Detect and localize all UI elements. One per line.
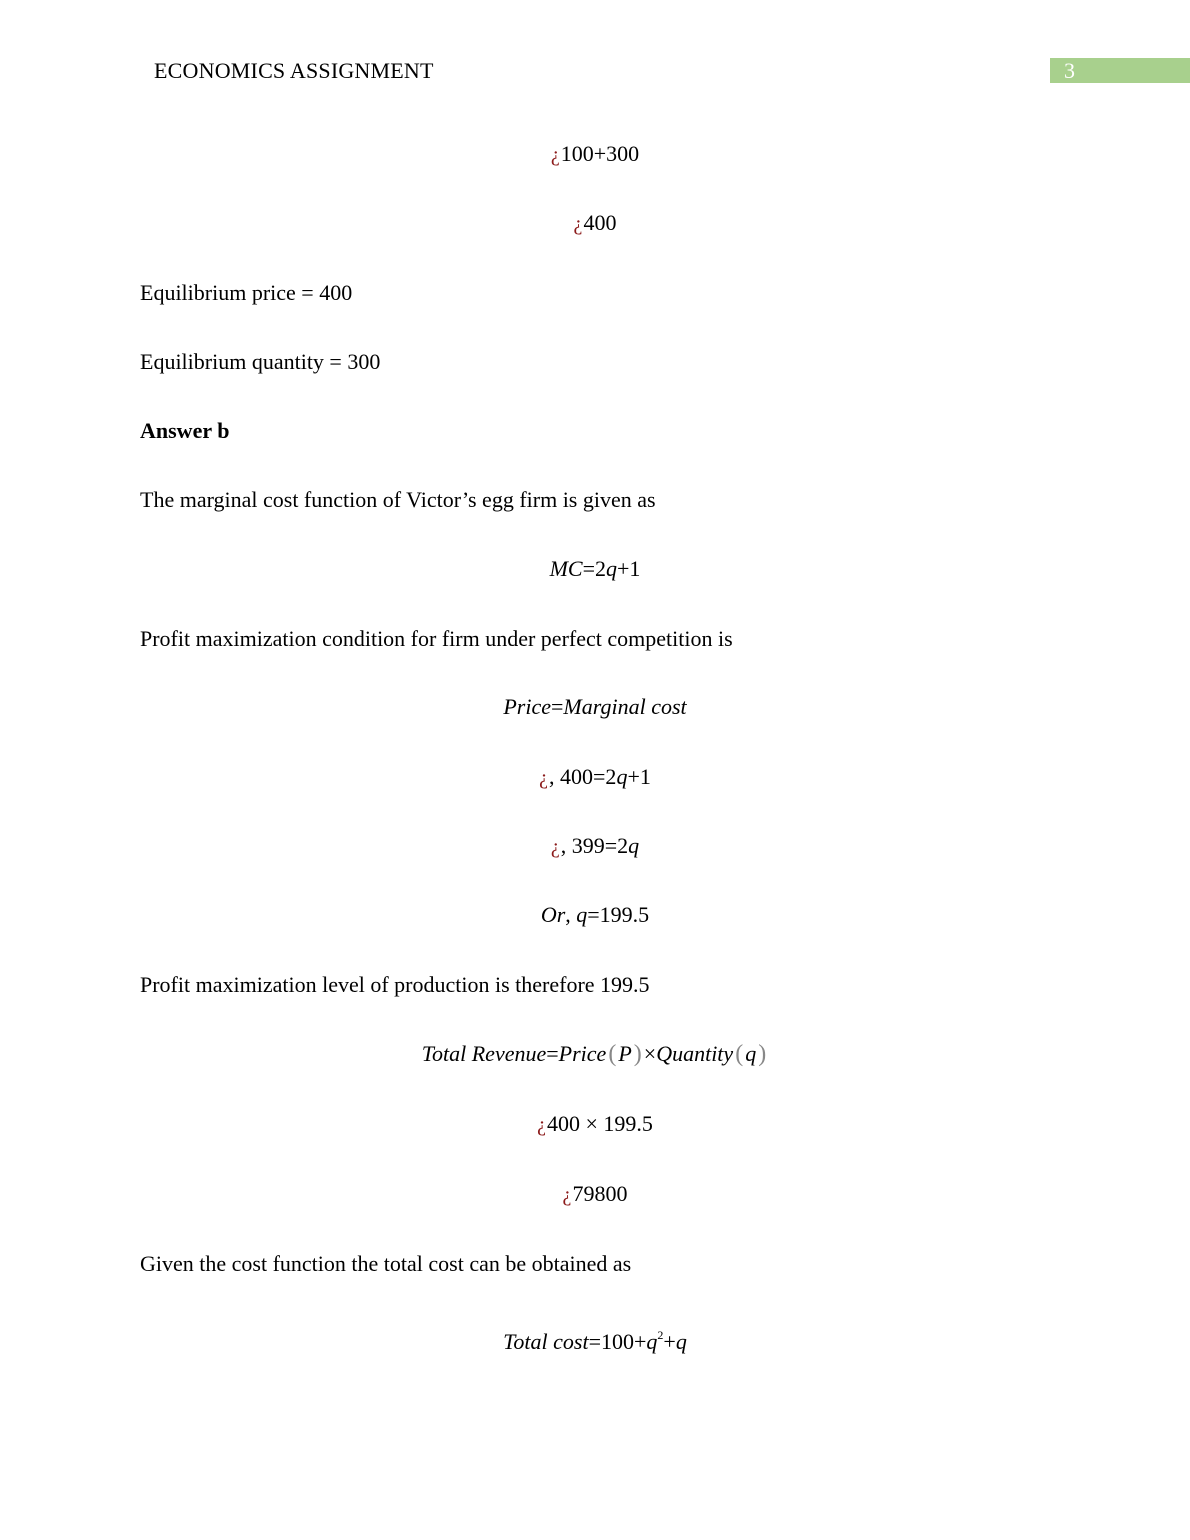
marginal-cost-term: Marginal cost xyxy=(563,694,687,719)
tr-lhs: Total Revenue xyxy=(421,1041,547,1066)
tr-quantity: Quantity xyxy=(656,1041,734,1066)
equilibrium-price-text: Equilibrium price = 400 xyxy=(140,280,353,305)
profit-condition-text: Profit maximization condition for firm under perfect competition is xyxy=(140,626,733,651)
step1-const: +1 xyxy=(627,764,651,789)
equation-sum-text: 100+300 xyxy=(560,141,640,166)
total-revenue-result xyxy=(0,1180,1190,1209)
tc-plus: + xyxy=(663,1329,676,1354)
equilibrium-quantity-text: Equilibrium quantity = 300 xyxy=(140,349,381,374)
price-equals-mc-equation xyxy=(0,693,1190,721)
step1-var: q xyxy=(616,764,628,789)
paren-open: ( xyxy=(608,1041,617,1067)
equation-step-2 xyxy=(0,832,1190,861)
equation-result-text: 400 xyxy=(583,210,617,235)
tr-q: q xyxy=(745,1041,757,1066)
step2-lhs: , 399=2 xyxy=(560,833,629,858)
tr-price: Price xyxy=(558,1041,607,1066)
inverted-question-glyph: ¿ xyxy=(539,767,549,789)
total-cost-equation xyxy=(0,1321,1190,1356)
answer-b-heading: Answer b xyxy=(140,418,230,443)
equation-solution xyxy=(0,901,1190,929)
step2-var: q xyxy=(628,833,640,858)
inverted-question-glyph: ¿ xyxy=(537,1114,546,1136)
tc-q2: q xyxy=(675,1329,687,1354)
mc-equation xyxy=(0,555,1190,583)
equals-sign: = xyxy=(551,694,564,719)
mc-coef: =2 xyxy=(582,556,606,581)
solution-value: =199.5 xyxy=(587,902,650,927)
mc-const: +1 xyxy=(617,556,641,581)
profit-level-text: Profit maximization level of production is therefore 199.5 xyxy=(140,972,650,997)
cost-intro-text: Given the cost function the total cost can be obtained as xyxy=(140,1251,632,1276)
paren-close: ) xyxy=(633,1041,642,1067)
mc-symbol: MC xyxy=(549,556,583,581)
mc-intro-text: The marginal cost function of Victor’s egg firm is given as xyxy=(140,487,656,512)
equation-result xyxy=(0,209,1190,238)
paren-close: ) xyxy=(758,1041,767,1067)
solution-var: q xyxy=(576,902,588,927)
paren-open: ( xyxy=(735,1041,744,1067)
tr-calc-text: 400 × 199.5 xyxy=(546,1111,653,1136)
equation-sum xyxy=(0,140,1190,169)
tc-q: q xyxy=(646,1329,658,1354)
running-header: ECONOMICS ASSIGNMENT xyxy=(154,58,434,83)
inverted-question-glyph: ¿ xyxy=(550,144,560,166)
mc-var: q xyxy=(606,556,617,581)
step1-lhs: , 400=2 xyxy=(549,764,617,789)
inverted-question-glyph: ¿ xyxy=(550,836,560,858)
tc-const: =100+ xyxy=(588,1329,647,1354)
tc-lhs: Total cost xyxy=(503,1329,589,1354)
times-sign: × xyxy=(643,1041,657,1066)
price-term: Price xyxy=(503,694,551,719)
tr-result-text: 79800 xyxy=(572,1181,628,1206)
page-number: 3 xyxy=(1064,58,1075,83)
page-number-badge xyxy=(1050,58,1190,83)
or-label: Or xyxy=(540,902,566,927)
tr-p: P xyxy=(618,1041,632,1066)
tc-exponent: 2 xyxy=(657,1328,664,1342)
equation-step-1 xyxy=(0,763,1190,792)
comma: , xyxy=(565,902,577,927)
total-revenue-calc xyxy=(0,1110,1190,1139)
inverted-question-glyph: ¿ xyxy=(562,1184,572,1206)
inverted-question-glyph: ¿ xyxy=(573,213,583,235)
total-revenue-equation xyxy=(0,1040,1190,1068)
equals-sign: = xyxy=(546,1041,559,1066)
